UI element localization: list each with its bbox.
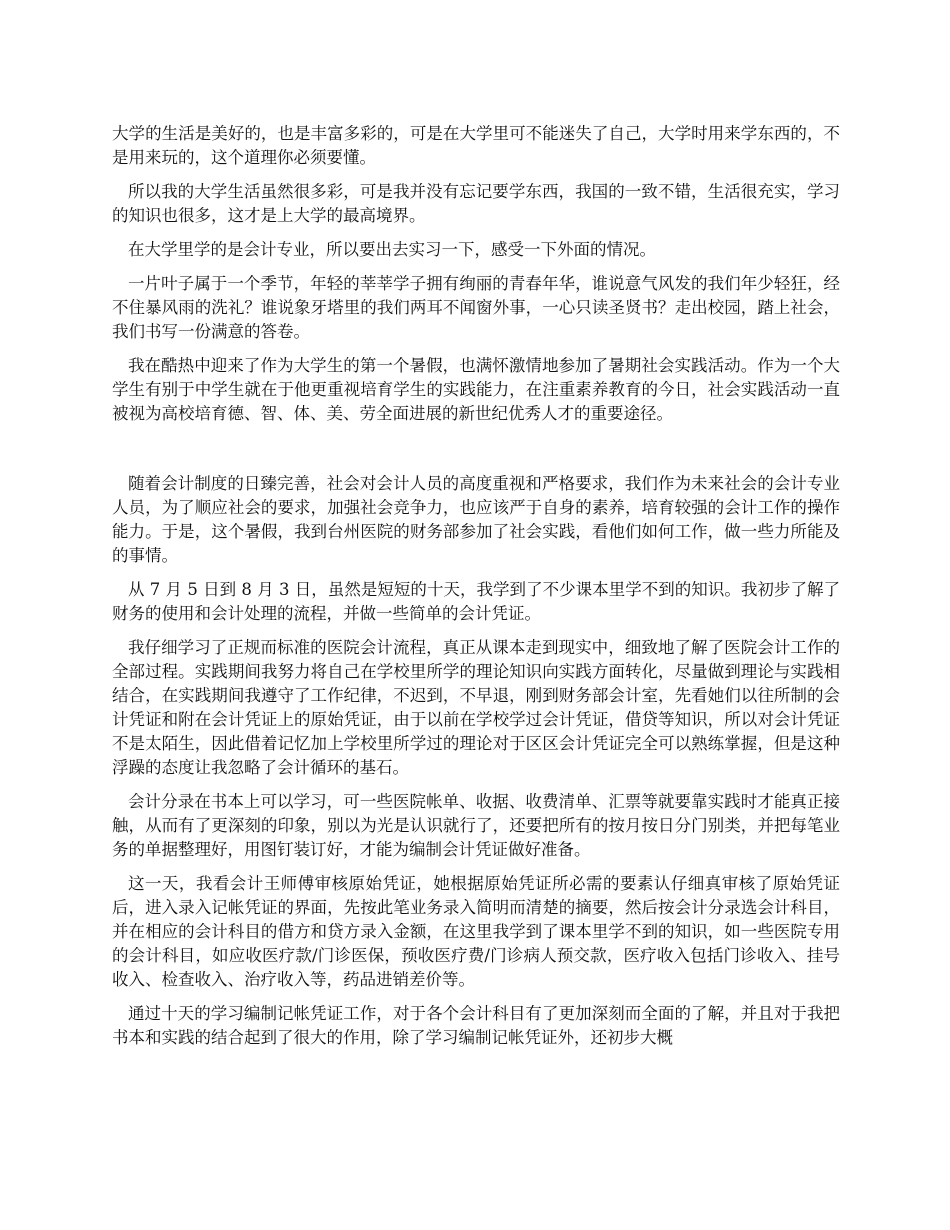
paragraph-11: 通过十天的学习编制记帐凭证工作，对于各个会计科目有了更加深刻而全面的了解，并且对于我把书本和实践的结合起到了很大的作用，除了学习编制记帐凭证外，还初步大概 [112, 1004, 840, 1047]
paragraph-4: 一片叶子属于一个季节，年轻的莘莘学子拥有绚丽的青春年华，谁说意气风发的我们年少轻狂，经不住暴风雨的洗礼？谁说象牙塔里的我们两耳不闻窗外事，一心只读圣贤书？走出校园，踏上社会，我们书写一份满意的答卷。 [112, 274, 840, 341]
paragraph-10: 这一天，我看会计王师傅审核原始凭证，她根据原始凭证所必需的要素认仔细真审核了原始凭证后，进入录入记帐凭证的界面，先按此笔业务录入简明而清楚的摘要，然后按会计分录选会计科目，并在相应的会计科目的借方和贷方录入金额，在这里我学到了课本里学不到的知识，如一些医院专用的会计科目，如应收医疗款/门诊医保，预收医疗费/门诊病人预交款，医疗收入包括门诊收入、挂号收入、检查收入、治疗收入等，药品进销差价等。 [112, 874, 840, 989]
paragraph-3: 在大学里学的是会计专业，所以要出去实习一下，感受一下外面的情况。 [128, 240, 656, 259]
paragraph-1: 大学的生活是美好的，也是丰富多彩的，可是在大学里可不能迷失了自己，大学时用来学东西的，不是用来玩的，这个道理你必须要懂。 [112, 124, 840, 167]
paragraph-2: 所以我的大学生活虽然很多彩，可是我并没有忘记要学东西，我国的一致不错，生活很充实，学习的知识也很多，这才是上大学的最高境界。 [112, 182, 840, 225]
paragraph-6: 随着会计制度的日臻完善，社会对会计人员的高度重视和严格要求，我们作为未来社会的会计专业人员，为了顺应社会的要求，加强社会竞争力，也应该严于自身的素养，培育较强的会计工作的操作能力。于是，这个暑假，我到台州医院的财务部参加了社会实践，看他们如何工作，做一些力所能及的事情。 [112, 474, 840, 565]
paragraph-5: 我在酷热中迎来了作为大学生的第一个暑假，也满怀激情地参加了暑期社会实践活动。作为一个大学生有别于中学生就在于他更重视培育学生的实践能力，在注重素养教育的今日，社会实践活动一直被视为高校培育德、智、体、美、劳全面进展的新世纪优秀人才的重要途径。 [112, 356, 840, 423]
section-gap [112, 436, 840, 472]
paragraph-7: 从 7 月 5 日到 8 月 3 日，虽然是短短的十天，我学到了不少课本里学不到的知识。我初步了解了财务的使用和会计处理的流程，并做一些简单的会计凭证。 [112, 580, 840, 623]
document-body [112, 122, 840, 1060]
paragraph-8: 我仔细学习了正规而标准的医院会计流程，真正从课本走到现实中，细致地了解了医院会计工作的全部过程。实践期间我努力将自己在学校里所学的理论知识向实践方面转化，尽量做到理论与实践相结合，在实践期间我遵守了工作纪律，不迟到，不早退，刚到财务部会计室，先看她们以往所制的会计凭证和附在会计凭证上的原始凭证，由于以前在学校学过会计凭证，借贷等知识，所以对会计凭证不是太陌生，因此借着记忆加上学校里所学过的理论对于区区会计凭证完全可以熟练掌握，但是这种浮躁的态度让我忽略了会计循环的基石。 [112, 638, 840, 777]
paragraph-9: 会计分录在书本上可以学习，可一些医院帐单、收据、收费清单、汇票等就要靠实践时才能真正接触，从而有了更深刻的印象，别以为光是认识就行了，还要把所有的按月按日分门别类，并把每笔业务的单据整理好，用图钉装订好，才能为编制会计凭证做好准备。 [112, 792, 840, 859]
